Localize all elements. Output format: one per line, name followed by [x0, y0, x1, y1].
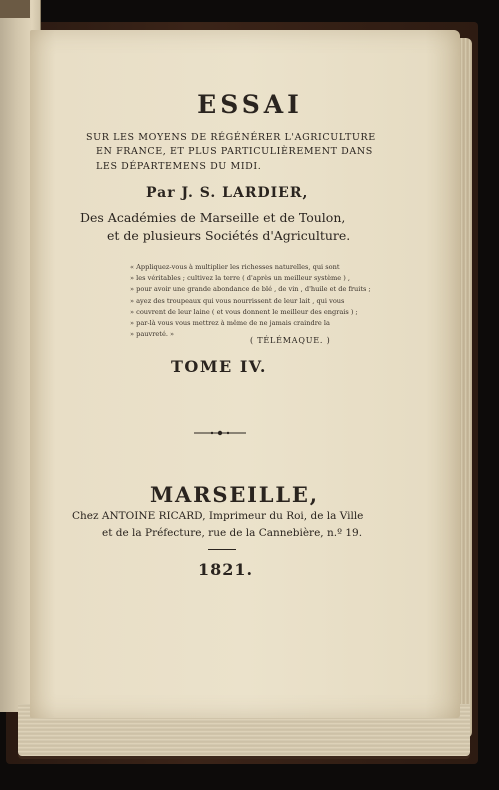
epigraph — [130, 262, 370, 340]
epigraph-line: » pauvreté. » — [130, 330, 175, 339]
academies-line-1: Des Académies de Marseille et de Toulon, — [80, 210, 346, 225]
epigraph-line: » ayez des troupeaux qui vous nourrissent de leur lait , qui vous — [130, 296, 345, 305]
imprint-city: MARSEILLE, — [150, 482, 319, 507]
academies-line-2: et de plusieurs Sociétés d'Agriculture. — [107, 228, 351, 243]
epigraph-line: « Appliquez-vous à multiplier les richesses naturelles, qui sont — [130, 263, 340, 271]
subtitle-line-3: LES DÉPARTEMENS DU MIDI. — [96, 161, 262, 172]
publication-year: 1821. — [198, 560, 254, 579]
subtitle-line-1: SUR LES MOYENS DE RÉGÉNÉRER L'AGRICULTURE — [86, 132, 376, 143]
imprint-line-2: et de la Préfecture, rue de la Cannebière, n.º 19. — [102, 527, 363, 539]
subtitle-line-2: EN FRANCE, ET PLUS PARTICULIÈREMENT DANS — [96, 146, 373, 157]
author-line: Par J. S. LARDIER, — [146, 185, 309, 201]
epigraph-line: » par-là vous vous mettrez à même de ne jamais craindre la — [130, 319, 330, 328]
ornament-divider — [194, 430, 246, 436]
epigraph-line: » les véritables ; cultivez la terre ( d'après un meilleur système ) , — [130, 274, 351, 283]
book-title: ESSAI — [197, 90, 303, 119]
imprint-rule — [208, 549, 236, 550]
epigraph-line: » couvrent de leur laine ( et vous donnent le meilleur des engrais ) ; — [130, 307, 358, 316]
spine-top-edge — [0, 0, 30, 18]
imprint-line-1: Chez ANTOINE RICARD, Imprimeur du Roi, de la Ville — [72, 510, 364, 522]
epigraph-line: » pour avoir une grande abondance de blé , de vin , d'huile et de fruits ; — [130, 285, 371, 294]
volume-label: TOME IV. — [171, 357, 267, 376]
epigraph-attribution: ( TÉLÉMAQUE. ) — [250, 336, 331, 345]
